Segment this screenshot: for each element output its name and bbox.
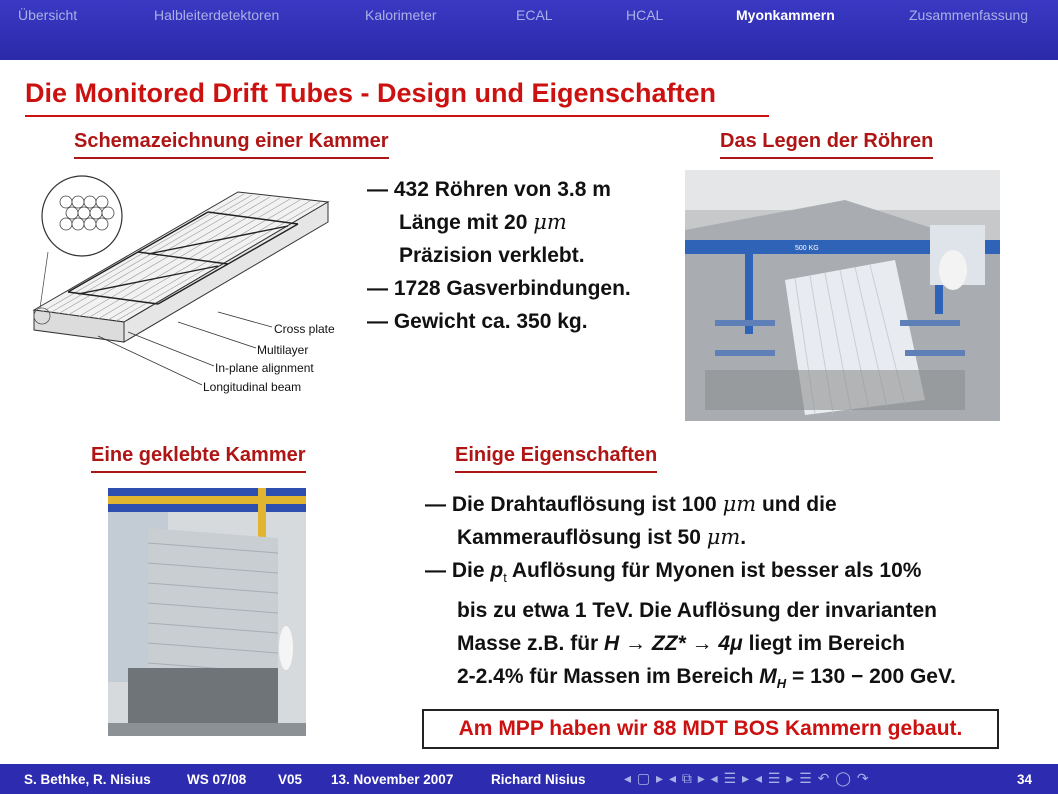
prop-l1-text: — Die Drahtauflösung ist 100 xyxy=(425,493,723,516)
bullet-praezision: Präzision verklebt. xyxy=(399,244,585,267)
photo-tube-laying-image xyxy=(685,170,1000,421)
prop-massenbereich xyxy=(425,660,956,700)
nav-item-myonkammern[interactable]: Myonkammern xyxy=(736,7,835,23)
nav-item-kalorimeter[interactable]: Kalorimeter xyxy=(365,7,437,23)
heading-eigenschaften: Einige Eigenschaften xyxy=(455,444,657,473)
unit-micrometer: μm xyxy=(722,492,757,516)
photo-tube-laying xyxy=(685,170,1000,421)
prop-tev: bis zu etwa 1 TeV. Die Auflösung der invarianten xyxy=(457,599,937,623)
footer-semester: WS 07/08 xyxy=(187,772,247,787)
symbol-t-subscript: t xyxy=(503,570,507,586)
bullet-laenge xyxy=(367,206,631,239)
nav-item-halbleiterdetektoren[interactable]: Halbleiterdetektoren xyxy=(154,7,280,23)
bullet-dash: — xyxy=(367,178,388,201)
label-longitudinal-beam: Longitudinal beam xyxy=(203,380,302,394)
symbol-h-subscript: H xyxy=(776,676,787,692)
slide-title: Die Monitored Drift Tubes - Design und Eigenschaften xyxy=(25,78,717,108)
unit-micrometer: μm xyxy=(533,210,567,234)
photo-glued-chamber-image xyxy=(108,488,306,736)
prop-drahtaufloesung xyxy=(425,488,956,521)
label-cross-plate: Cross plate xyxy=(274,322,335,336)
prop-l6-post: = 130 − 200 GeV. xyxy=(786,665,956,689)
chamber-schematic xyxy=(28,172,358,402)
prop-l5-text: Masse z.B. für xyxy=(457,632,605,656)
symbol-m: M xyxy=(759,665,777,689)
photo-glued-chamber xyxy=(108,488,306,736)
symbol-p: p xyxy=(490,559,504,582)
heading-legen: Das Legen der Röhren xyxy=(720,130,933,159)
prop-pt-aufloesung xyxy=(425,554,956,594)
schema-bullet-list xyxy=(367,173,631,338)
bullet-laenge-text: Länge mit 20 xyxy=(399,211,534,234)
label-multilayer: Multilayer xyxy=(257,343,309,357)
heading-schema: Schemazeichnung einer Kammer xyxy=(74,130,389,159)
title-underline xyxy=(25,115,769,117)
footer-date: 13. November 2007 xyxy=(331,772,454,787)
nav-item-hcal[interactable]: HCAL xyxy=(626,7,664,23)
unit-micrometer: μm xyxy=(706,525,741,549)
footer-authors: S. Bethke, R. Nisius xyxy=(24,772,151,787)
nav-item-zusammenfassung[interactable]: Zusammenfassung xyxy=(909,7,1029,23)
bullet-gasverbindungen: — 1728 Gasverbindungen. xyxy=(367,277,631,300)
page-number: 34 xyxy=(1016,772,1032,787)
label-in-plane-alignment: In-plane alignment xyxy=(215,361,314,375)
nav-item-uebersicht[interactable]: Übersicht xyxy=(18,7,78,23)
prop-kammeraufloesung xyxy=(425,521,956,554)
nav-item-ecal[interactable]: ECAL xyxy=(516,7,553,23)
heading-geklebt: Eine geklebte Kammer xyxy=(91,444,306,473)
prop-l3-post: Auflösung für Myonen ist besser als 10% xyxy=(506,559,922,582)
footer-lecture: V05 xyxy=(278,772,303,787)
crane-label: 500 KG xyxy=(795,245,819,252)
prop-l5-post: liegt im Bereich xyxy=(742,632,905,656)
prop-l6-text: 2-2.4% für Massen im Bereich xyxy=(457,665,760,689)
prop-l1-post: und die xyxy=(756,493,837,516)
footer-speaker: Richard Nisius xyxy=(491,772,586,787)
prop-l2-text: Kammerauflösung ist 50 xyxy=(457,526,707,549)
prop-l2-post: . xyxy=(740,526,747,549)
bullet-roehren xyxy=(367,173,631,206)
beamer-navigation-icons[interactable]: ◂ ▢ ▸ ◂ ⧉ ▸ ◂ ☰ ▸ ◂ ☰ ▸ ☰ ↶ ◯ ↷ xyxy=(624,770,870,786)
bullet-gewicht: — Gewicht ca. 350 kg. xyxy=(367,310,588,333)
properties-bullet-list xyxy=(425,488,956,700)
prop-masse xyxy=(425,627,956,660)
higgs-decay-formula: H → ZZ* → 4μ xyxy=(604,632,743,656)
mpp-callout-box: Am MPP haben wir 88 MDT BOS Kammern gebaut. xyxy=(422,709,999,749)
top-navigation xyxy=(0,0,1058,60)
bullet-roehren-text: 432 Röhren von 3.8 m xyxy=(393,178,611,201)
footer-bar xyxy=(0,764,1058,794)
prop-l3-text: — Die xyxy=(425,559,491,582)
